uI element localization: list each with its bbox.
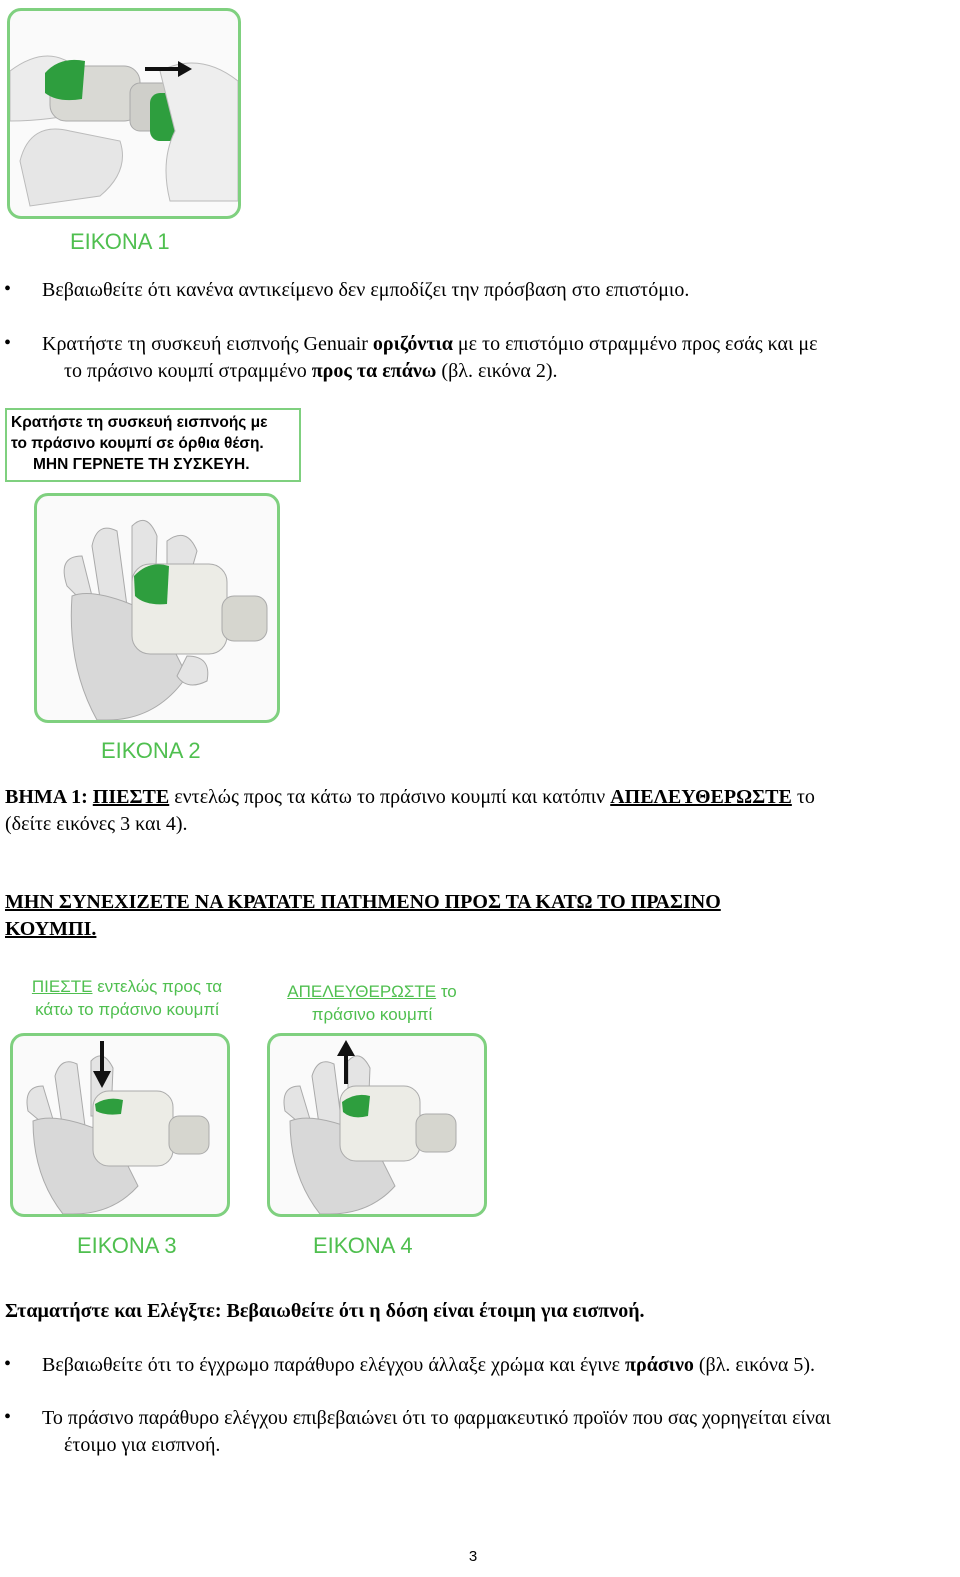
bullet-dot: • [4,332,12,354]
bullet-text-check-mouthpiece: Βεβαιωθείτε ότι κανένα αντικείμενο δεν εμποδίζει την πρόσβαση στο επιστόμιο. [42,279,690,301]
figure-1-image [7,8,241,219]
figure-3-label-line2: κάτω το πράσινο κουμπί [35,1000,219,1019]
figure-1-caption: ΕΙΚΟΝΑ 1 [70,229,170,254]
text-fragment: με το επιστόμιο στραμμένο προς εσάς και με [452,333,818,355]
page-number: 3 [468,1548,478,1565]
text-fragment: εντελώς προς τα [92,977,223,996]
note-line-3: ΜΗΝ ΓΕΡΝΕΤΕ ΤΗ ΣΥΣΚΕΥΗ. [33,456,250,473]
step-1-instruction-line2: (δείτε εικόνες 3 και 4). [5,813,188,835]
text-fragment: Κρατήστε τη συσκευή εισπνοής Genuair [42,333,373,355]
press-emphasis: ΠΙΕΣΤΕ [92,786,170,808]
stop-and-check-heading: Σταματήστε και Ελέγξτε: Βεβαιωθείτε ότι η δόση είναι έτοιμη για εισπνοή. [5,1300,645,1322]
upright-note-box [5,408,301,482]
text-fragment: το [436,982,457,1001]
figure-4-label [262,980,482,1026]
bullet-dot: • [4,1406,12,1428]
text-fragment: (βλ. εικόνα 2). [436,360,558,382]
release-label: ΑΠΕΛΕΥΘΕΡΩΣΤΕ [287,982,437,1001]
warning-line-2 [5,916,96,943]
press-label: ΠΙΕΣΤΕ [31,977,93,996]
inhaler-cap-removal-illustration [10,11,238,216]
bullet-text-check-window [42,1352,815,1379]
bullet-text-hold-horizontal-line2 [64,358,558,385]
text-fragment: το [791,786,815,808]
bullet-dot: • [4,278,12,300]
bold-green: πράσινο [625,1354,694,1376]
press-button-illustration [13,1036,227,1214]
text-fragment: Βεβαιωθείτε ότι το έγχρωμο παράθυρο ελέγχου άλλαξε χρώμα και έγινε [42,1354,626,1376]
figure-4-image [267,1033,487,1217]
bullet-text-green-window: Το πράσινο παράθυρο ελέγχου επιβεβαιώνει ότι το φαρμακευτικό προϊόν που σας χορηγείται είναι [42,1407,831,1429]
bullet-text-hold-horizontal [42,331,818,358]
release-emphasis: ΑΠΕΛΕΥΘΕΡΩΣΤΕ [610,786,792,808]
warning-text: ΜΗΝ ΣΥΝΕΧΙΖΕΤΕ ΝΑ ΚΡΑΤΑΤΕ ΠΑΤΗΜΕΝΟ ΠΡΟΣ ΤΑ ΚΑΤΩ ΤΟ ΠΡΑΣΙΝΟ [5,891,721,913]
bold-upward: προς τα επάνω [311,360,437,382]
bullet-dot: • [4,1353,12,1375]
bold-horizontal: οριζόντια [372,333,453,355]
release-button-illustration [270,1036,484,1214]
figure-4-caption: ΕΙΚΟΝΑ 4 [313,1233,413,1258]
note-line-2: το πράσινο κουμπί σε όρθια θέση. [11,435,264,452]
bullet-text-green-window-line2: έτοιμο για εισπνοή. [64,1434,221,1456]
text-fragment: εντελώς προς τα κάτω το πράσινο κουμπί και κατόπιν [169,786,611,808]
figure-2-caption: ΕΙΚΟΝΑ 2 [101,738,201,763]
step-1-label: ΒΗΜΑ 1: [5,786,88,808]
figure-4-label-line2: πράσινο κουμπί [311,1005,433,1024]
figure-3-caption: ΕΙΚΟΝΑ 3 [77,1233,177,1258]
figure-3-label [16,975,238,1021]
warning-line-1 [5,889,721,916]
hand-holding-inhaler-illustration [37,496,277,720]
text-fragment: το πράσινο κουμπί στραμμένο [64,360,312,382]
figure-3-image [10,1033,230,1217]
step-1-instruction [5,784,815,811]
figure-2-image [34,493,280,723]
text-fragment: (βλ. εικόνα 5). [693,1354,816,1376]
warning-text: ΚΟΥΜΠΙ. [5,918,97,940]
note-line-1: Κρατήστε τη συσκευή εισπνοής με [11,414,268,431]
